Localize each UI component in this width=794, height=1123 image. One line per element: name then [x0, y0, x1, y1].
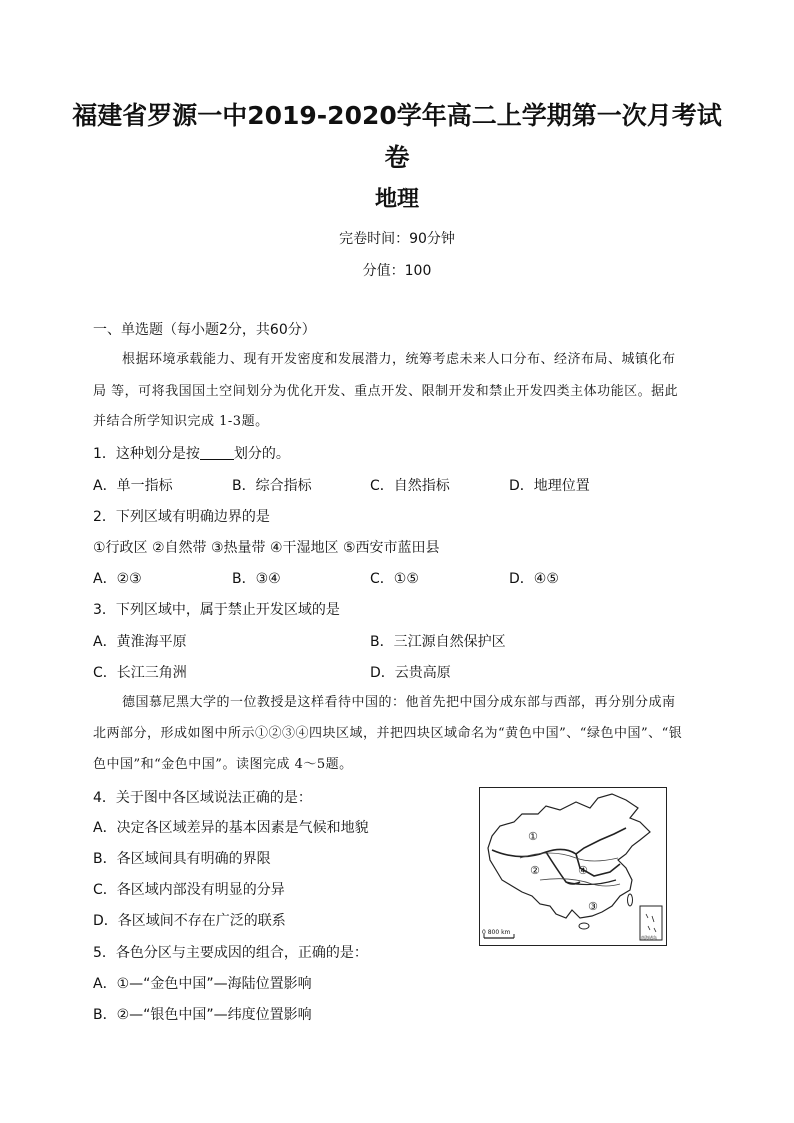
q2-items: ①行政区 ②自然带 ③热量带 ④干湿地区 ⑤西安市蓝田县 — [93, 540, 440, 556]
q3-option-a: A．黄淮海平原 — [93, 634, 187, 650]
q1-option-d: D．地理位置 — [509, 478, 590, 494]
q1-stem-a: 1．这种划分是按 — [93, 446, 200, 462]
boundary-north-south-west — [492, 849, 576, 856]
passage1-line2: 局 等，可将我国国土空间划分为优化开发、重点开发、限制开发和禁止开发四类主体功能区。据此 — [93, 384, 679, 399]
q5-option-b: B．②—“银色中国”—纬度位置影响 — [93, 1007, 312, 1023]
exam-time: 完卷时间：90分钟 — [339, 231, 455, 247]
q3-stem: 3．下列区域中，属于禁止开发区域的是 — [93, 602, 340, 618]
q1-option-b: B．综合指标 — [232, 478, 312, 494]
passage2-line3: 色中国”和“金色中国”。读图完成 4～5题。 — [93, 757, 353, 772]
china-outline-map — [480, 788, 665, 944]
boundary-east-west — [576, 828, 626, 854]
exam-title-line2: 卷 — [384, 143, 410, 172]
q2-stem: 2．下列区域有明确边界的是 — [93, 509, 270, 525]
china-region-map — [479, 787, 667, 946]
q3-option-b: B．三江源自然保护区 — [370, 634, 506, 650]
q4-option-c: C．各区域内部没有明显的分异 — [93, 882, 285, 898]
island-taiwan — [628, 894, 633, 906]
q1-option-a: A．单一指标 — [93, 478, 173, 494]
q1-stem-b: 划分的。 — [233, 446, 290, 462]
q1-stem — [93, 444, 290, 464]
passage1-line3: 并结合所学知识完成 1-3题。 — [93, 414, 269, 429]
map-label-1: ① — [528, 830, 538, 843]
inset-label: 南海诸岛 — [641, 935, 657, 940]
q5-option-a: A．①—“金色中国”—海陆位置影响 — [93, 976, 312, 992]
exam-title-line1: 福建省罗源一中2019-2020学年高二上学期第一次月考试 — [72, 101, 722, 130]
exam-score: 分值：100 — [362, 263, 432, 279]
q2-option-d: D．④⑤ — [509, 571, 559, 587]
q2-option-b: B．③④ — [232, 571, 281, 587]
q4-option-b: B．各区域间具有明确的界限 — [93, 851, 271, 867]
scale-label: 0 800 km — [482, 929, 511, 936]
map-label-3: ③ — [588, 900, 598, 913]
section-heading: 一、单选题（每小题2分，共60分） — [93, 322, 316, 338]
q4-stem: 4．关于图中各区域说法正确的是： — [93, 790, 312, 806]
q5-stem: 5．各色分区与主要成因的组合，正确的是： — [93, 945, 368, 961]
passage1-line1: 根据环境承载能力、现有开发密度和发展潜力，统筹考虑未来人口分布、经济布局、城镇化布 — [122, 352, 676, 367]
q4-option-a: A．决定各区域差异的基本因素是气候和地貌 — [93, 820, 369, 836]
subject-title: 地理 — [374, 187, 419, 212]
q2-option-c: C．①⑤ — [370, 571, 419, 587]
map-label-4: ④ — [578, 864, 588, 877]
q4-option-d: D．各区域间不存在广泛的联系 — [93, 913, 286, 929]
island-hainan — [579, 923, 589, 929]
answer-blank — [200, 445, 234, 460]
q3-option-c: C．长江三角洲 — [93, 665, 187, 681]
q3-option-d: D．云贵高原 — [370, 665, 451, 681]
passage2-line1: 德国慕尼黑大学的一位教授是这样看待中国的：他首先把中国分成东部与西部，再分别分成南 — [122, 695, 676, 710]
q2-option-a: A．②③ — [93, 571, 142, 587]
river-line — [520, 853, 618, 861]
passage2-line2: 北两部分，形成如图中所示①②③④四块区域，并把四块区域命名为“黄色中国”、“绿色中国”、“银 — [93, 726, 683, 741]
q1-option-c: C．自然指标 — [370, 478, 450, 494]
map-label-2: ② — [530, 864, 540, 877]
